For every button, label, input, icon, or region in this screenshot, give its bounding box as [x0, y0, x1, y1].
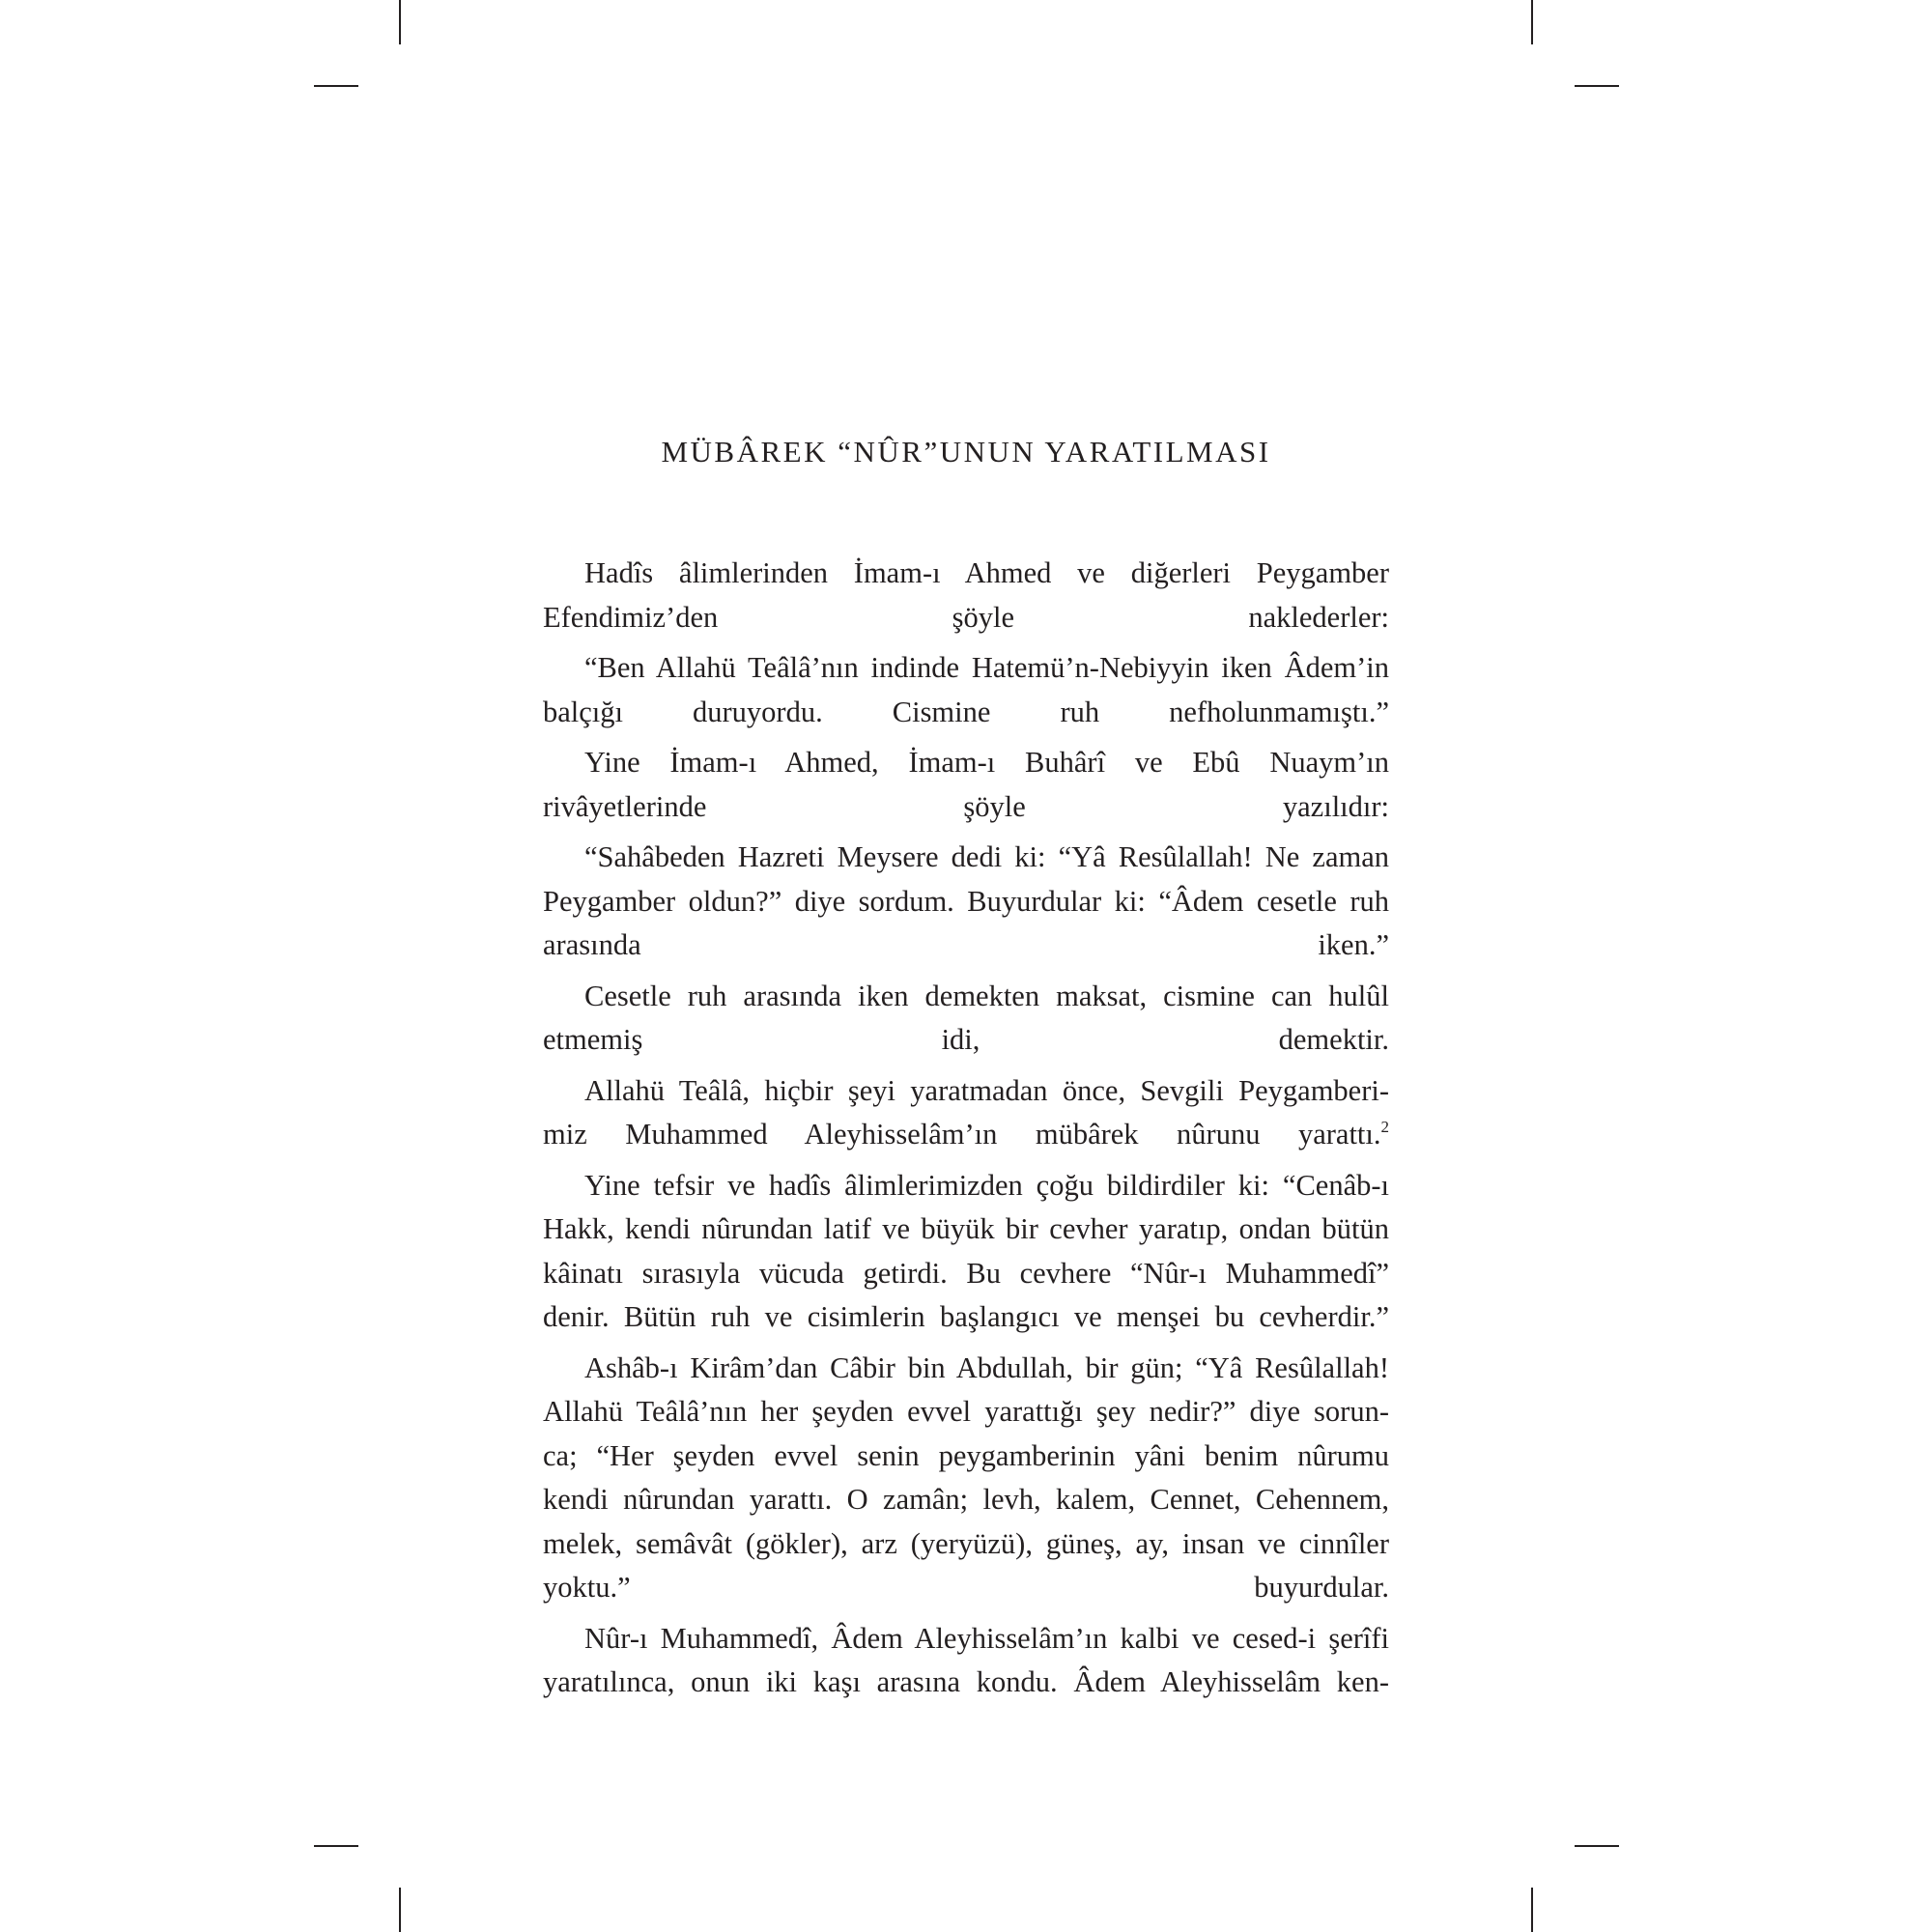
- text-line: Hadîs âlimlerinden İmam-ı Ahmed ve diğerleri Peygamber: [584, 556, 1389, 589]
- crop-mark-right-upper: [1575, 85, 1619, 87]
- paragraph: [543, 1617, 1389, 1705]
- text-line: Cesetle ruh arasında iken demekten maksat, cismine can hulûl: [584, 979, 1389, 1012]
- text-line: balçığı duruyordu. Cismine ruh nefholunmamıştı.”: [543, 695, 1389, 728]
- text-line: Allahü Teâlâ, hiçbir şeyi yaratmadan önce, Sevgili Peygamberi-: [584, 1073, 1389, 1107]
- text-line: yaratılınca, onun iki kaşı arasına kondu. Âdem Aleyhisselâm ken-: [543, 1665, 1389, 1698]
- text-line: denir. Bütün ruh ve cisimlerin başlangıcı ve menşei bu cevherdir.”: [543, 1300, 1389, 1333]
- crop-mark-bottom-right: [1531, 1888, 1533, 1932]
- body-text: [543, 552, 1389, 1712]
- paragraph: [543, 646, 1389, 734]
- paragraph: [543, 1347, 1389, 1610]
- text-line: Yine İmam-ı Ahmed, İmam-ı Buhârî ve Ebû Nuaym’ın: [584, 746, 1389, 779]
- text-line: ca; “Her şeyden evvel senin peygamberinin yâni benim nûrumu: [543, 1438, 1389, 1472]
- crop-mark-top-left: [399, 0, 401, 44]
- text-line: Yine tefsir ve hadîs âlimlerimizden çoğu bildirdiler ki: “Cenâb-ı: [584, 1168, 1389, 1202]
- text-line: kendi nûrundan yarattı. O zamân; levh, kalem, Cennet, Cehennem,: [543, 1483, 1389, 1516]
- footnote-marker: 2: [1380, 1118, 1389, 1136]
- text-line: Ashâb-ı Kirâm’dan Câbir bin Abdullah, bir gün; “Yâ Resûlallah!: [584, 1350, 1389, 1384]
- text-line: Peygamber oldun?” diye sordum. Buyurdular ki: “Âdem cesetle ruh: [543, 884, 1389, 918]
- crop-mark-bottom-left: [399, 1888, 401, 1932]
- paragraph: [543, 1164, 1389, 1340]
- text-line: kâinatı sırasıyla vücuda getirdi. Bu cevhere “Nûr-ı Muhammedî”: [543, 1256, 1389, 1290]
- paragraph: [543, 552, 1389, 639]
- text-line: arasında iken.”: [543, 928, 1389, 961]
- paragraph: [543, 836, 1389, 968]
- text-line: “Ben Allahü Teâlâ’nın indinde Hatemü’n-Nebiyyin iken Âdem’in: [584, 651, 1389, 684]
- text-line: Nûr-ı Muhammedî, Âdem Aleyhisselâm’ın kalbi ve cesed-i şerîfi: [584, 1621, 1389, 1655]
- text-line: Hakk, kendi nûrundan latif ve büyük bir cevher yaratıp, ondan bütün: [543, 1212, 1389, 1245]
- text-line: Efendimiz’den şöyle naklederler:: [543, 600, 1389, 634]
- text-line: yoktu.” buyurdular.: [543, 1571, 1389, 1604]
- text-line: [543, 1113, 1389, 1157]
- text-line: Allahü Teâlâ’nın her şeyden evvel yarattığı şey nedir?” diye sorun-: [543, 1395, 1389, 1428]
- chapter-title: MÜBÂREK “NÛR”UNUN YARATILMASI: [661, 435, 1271, 469]
- text-line-content: miz Muhammed Aleyhisselâm’ın mübârek nûrunu yarattı.: [543, 1118, 1381, 1151]
- crop-mark-right-lower: [1575, 1845, 1619, 1847]
- text-line: melek, semâvât (gökler), arz (yeryüzü), güneş, ay, insan ve cinnîler: [543, 1526, 1389, 1560]
- text-line: etmemiş idi, demektir.: [543, 1023, 1389, 1056]
- crop-mark-top-right: [1531, 0, 1533, 44]
- text-line: rivâyetlerinde şöyle yazılıdır:: [543, 789, 1389, 823]
- text-line: “Sahâbeden Hazreti Meysere dedi ki: “Yâ Resûlallah! Ne zaman: [584, 840, 1389, 873]
- crop-mark-left-lower: [314, 1845, 358, 1847]
- paragraph: [543, 741, 1389, 829]
- crop-mark-left-upper: [314, 85, 358, 87]
- paragraph: [543, 975, 1389, 1063]
- paragraph: [543, 1069, 1389, 1157]
